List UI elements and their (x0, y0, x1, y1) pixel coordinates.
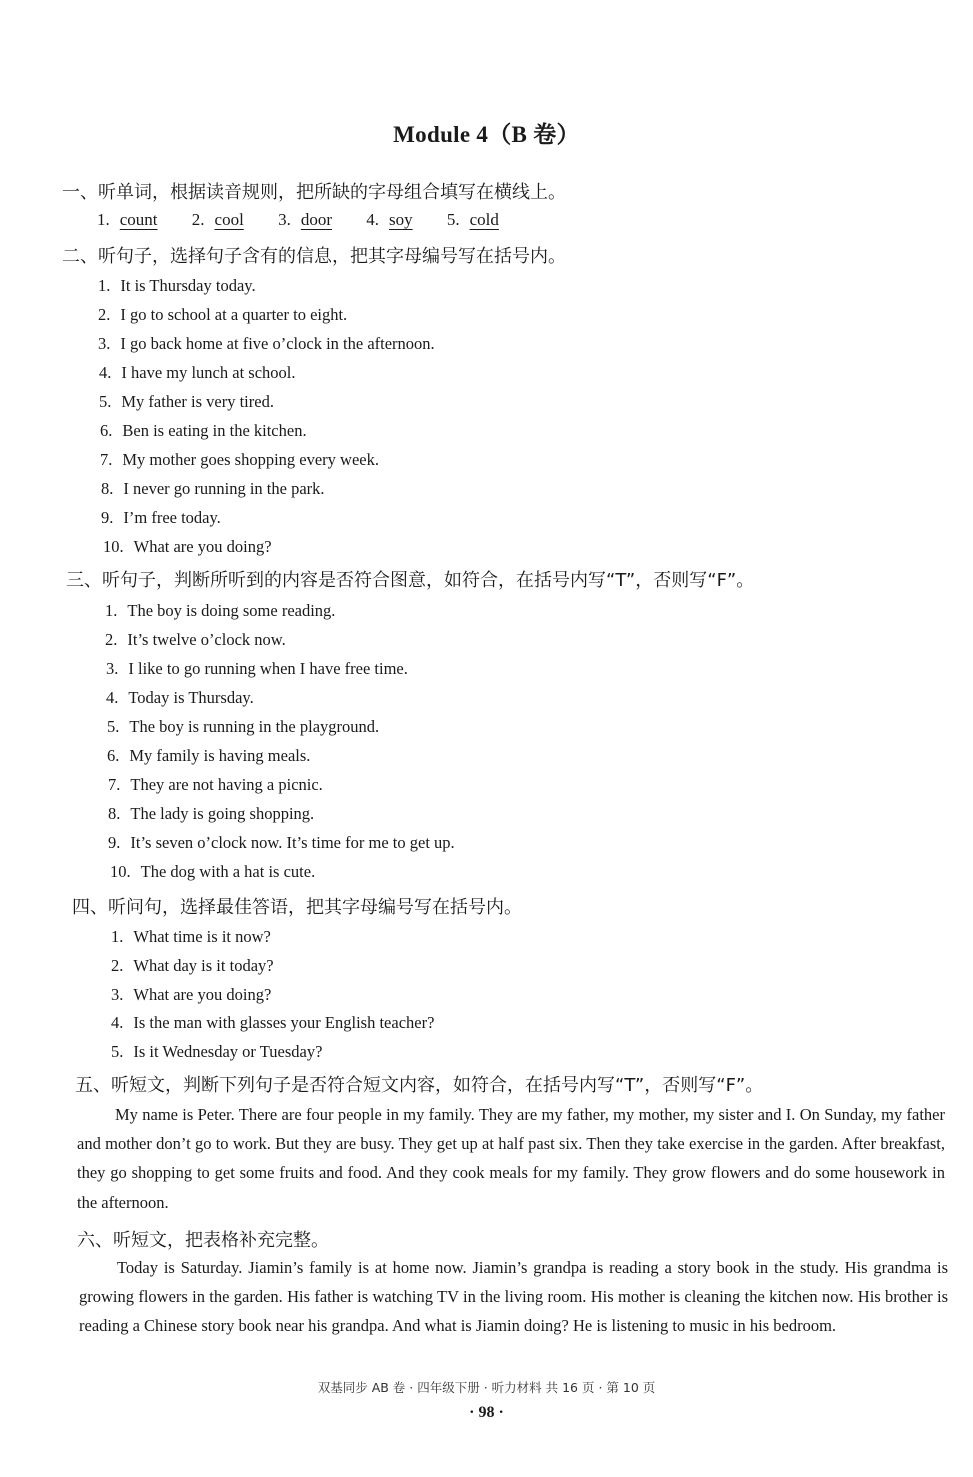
word-item: 2. cool (191, 210, 244, 229)
section-1-heading: 一、听单词，根据读音规则，把所缺的字母组合填写在横线上。 (62, 182, 566, 203)
list-item: 9. It’s seven o’clock now. It’s time for me to get up. (108, 833, 455, 852)
section-4-heading: 四、听问句，选择最佳答语，把其字母编号写在括号内。 (72, 897, 522, 918)
page-title: Module 4（B 卷） (393, 122, 580, 147)
word-item: 1. count (97, 210, 158, 229)
list-item: 5. My father is very tired. (99, 392, 274, 411)
section-2-heading: 二、听句子，选择句子含有的信息，把其字母编号写在括号内。 (62, 246, 566, 267)
page-number: · 98 · (469, 1404, 504, 1421)
word-list (97, 210, 529, 230)
section-5-heading: 五、听短文，判断下列句子是否符合短文内容，如符合，在括号内写“T”，否则写“F”。 (75, 1075, 764, 1096)
section-6-heading: 六、听短文，把表格补充完整。 (77, 1230, 329, 1251)
page-footer: 双基同步 AB 卷 · 四年级下册 · 听力材料 共 16 页 · 第 10 页 (317, 1380, 656, 1395)
list-item: 1. It is Thursday today. (98, 276, 256, 295)
list-item: 7. They are not having a picnic. (108, 775, 323, 794)
list-item: 10. The dog with a hat is cute. (110, 862, 316, 881)
list-item: 10. What are you doing? (103, 537, 272, 556)
list-item: 3. I go back home at five o’clock in the afternoon. (98, 334, 435, 353)
list-item: 2. It’s twelve o’clock now. (105, 630, 286, 649)
list-item: 8. The lady is going shopping. (108, 804, 315, 823)
list-item: 8. I never go running in the park. (101, 479, 325, 498)
list-item: 3. What are you doing? (111, 985, 272, 1004)
word-item: 3. door (278, 210, 332, 229)
list-item: 4. Is the man with glasses your English teacher? (111, 1013, 435, 1032)
word-item: 4. soy (366, 210, 413, 229)
list-item: 1. What time is it now? (111, 927, 271, 946)
list-item: 6. My family is having meals. (107, 746, 311, 765)
word-item: 5. cold (446, 210, 499, 229)
list-item: 1. The boy is doing some reading. (105, 601, 336, 620)
list-item: 6. Ben is eating in the kitchen. (100, 421, 307, 440)
list-item: 2. I go to school at a quarter to eight. (98, 305, 348, 324)
list-item: 4. I have my lunch at school. (99, 363, 296, 382)
list-item: 5. The boy is running in the playground. (107, 717, 380, 736)
list-item: 2. What day is it today? (111, 956, 274, 975)
list-item: 9. I’m free today. (101, 508, 221, 527)
list-item: 5. Is it Wednesday or Tuesday? (111, 1042, 323, 1061)
passage-6: Today is Saturday. Jiamin’s family is at home now. Jiamin’s grandpa is reading a story book in the study. His grandma is growing flowers in the garden. His father is watching TV in the living room. His mother is cleaning the kitchen now. His brother is reading a Chinese story book near his grandpa. And what is Jiamin doing? He is listening to music in his bedroom. (79, 1258, 948, 1336)
list-item: 7. My mother goes shopping every week. (100, 450, 379, 469)
passage-5: My name is Peter. There are four people in my family. They are my father, my mother, my sister and I. On Sunday, my father and mother don’t go to work. But they are busy. They get up at half past six. Then they take exercise in the garden. After breakfast, they go shopping to get some fruits and food. And they cook meals for my family. They grow flowers and do some housework in the afternoon. (77, 1105, 945, 1212)
list-item: 3. I like to go running when I have free time. (106, 659, 408, 678)
list-item: 4. Today is Thursday. (106, 688, 254, 707)
section-3-heading: 三、听句子，判断所听到的内容是否符合图意，如符合，在括号内写“T”，否则写“F”。 (66, 570, 755, 591)
